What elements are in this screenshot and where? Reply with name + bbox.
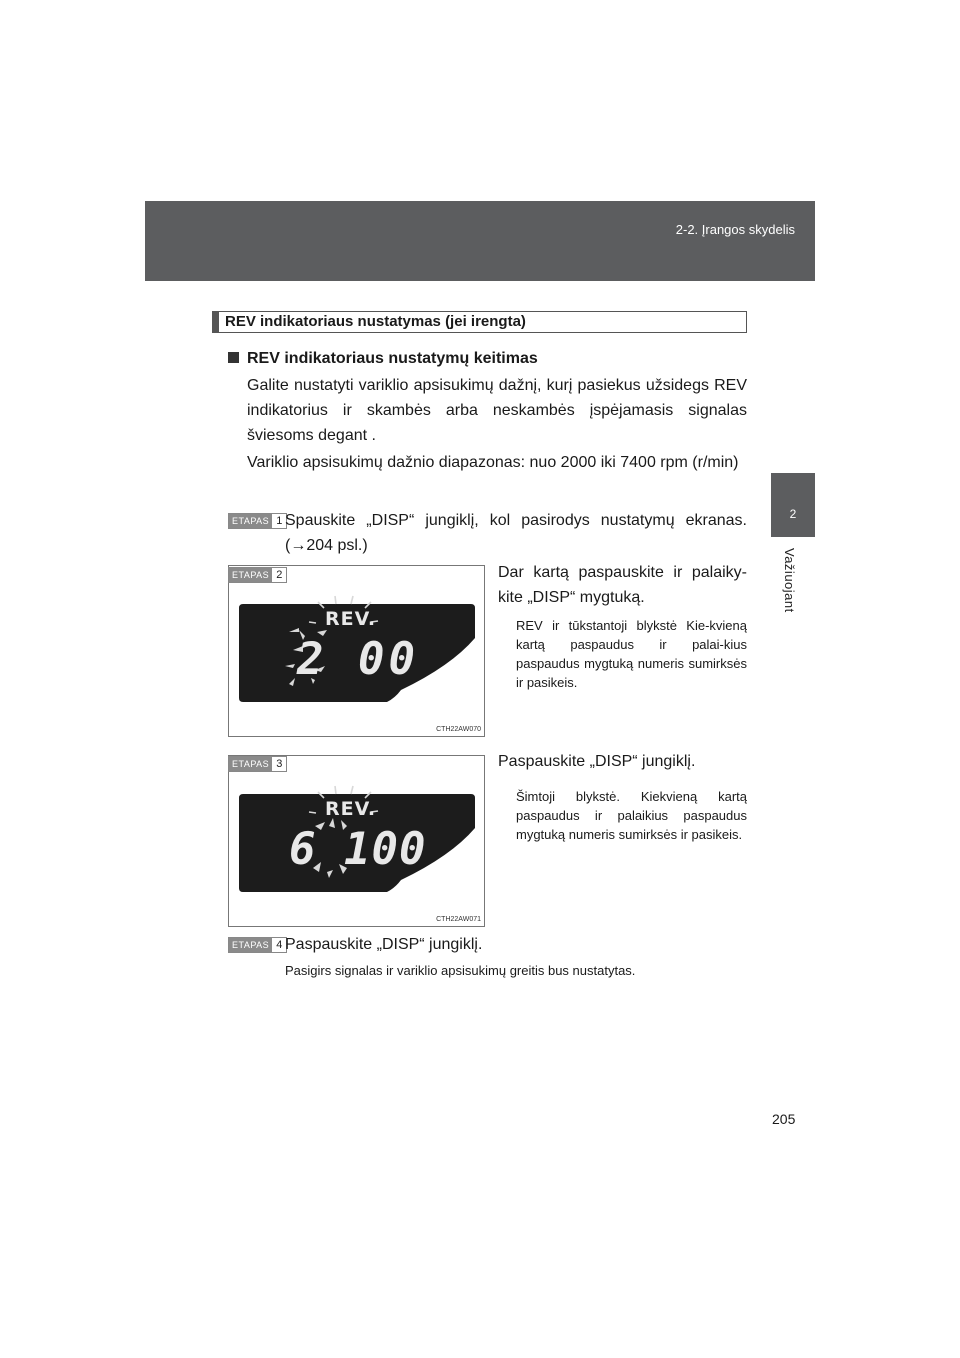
- chapter-number: 2: [789, 507, 797, 521]
- header-section-title: 2-2. Įrangos skydelis: [675, 222, 795, 237]
- step-badge-1: [228, 513, 287, 529]
- step-2-note: REV ir tūkstantoji blykstė Kie-kvieną kartą paspaudus ir palai-kius paspaudus mygtuką numeris sumirksės ir pasikeis.: [516, 618, 747, 690]
- step-label: ETAPAS: [229, 514, 272, 528]
- step-number: 4: [272, 938, 286, 952]
- chapter-label: Važiuojant: [782, 548, 797, 613]
- intro-paragraph: Galite nustatyti variklio apsisukimų dažnį, kurį pasiekus užsidegs REV indikatorius ir skambės arba neskambės įspėjamasis signalas šviesoms degant .: [247, 377, 747, 444]
- step-4-text: Paspauskite „DISP“ jungiklį.: [285, 936, 483, 953]
- step-4-note: Pasigirs signalas ir variklio apsisukimų greitis bus nustatytas.: [285, 963, 636, 978]
- step-2-text: Dar kartą paspauskite ir palaiky-kite „DISP“ mygtuką.: [498, 564, 747, 606]
- step-1-text: Spauskite „DISP“ jungiklį, kol pasirodys nustatymų ekranas. (→204 psl.): [285, 512, 747, 554]
- section-title: REV indikatoriaus nustatymas (jei irengta): [212, 311, 747, 333]
- step-label: ETAPAS: [229, 938, 272, 952]
- step-badge-2: [228, 567, 287, 583]
- step-badge-4: [228, 937, 287, 953]
- figure-code: CTH22AW071: [436, 916, 481, 923]
- lcd-rev-label: REV.: [325, 798, 377, 820]
- figure-step-2: [228, 565, 485, 737]
- page-number: 205: [772, 1111, 796, 1127]
- step-label: ETAPAS: [229, 568, 272, 582]
- square-bullet-icon: [228, 352, 239, 363]
- figure-code: CTH22AW070: [436, 726, 481, 733]
- step-badge-3: [228, 756, 287, 772]
- step-3-text: Paspauskite „DISP“ jungiklį.: [498, 753, 696, 770]
- subheading: [228, 350, 538, 368]
- lcd-value: 2 00: [297, 634, 419, 685]
- header-bar: [145, 201, 815, 281]
- subheading-text: REV indikatoriaus nustatymų keitimas: [247, 350, 538, 367]
- figure-step-3: [228, 755, 485, 927]
- lcd-rev-label: REV.: [325, 608, 377, 630]
- step-label: ETAPAS: [229, 757, 272, 771]
- range-paragraph: Variklio apsisukimų dažnio diapazonas: nuo 2000 iki 7400 rpm (r/min): [247, 454, 739, 471]
- step-3-note: Šimtoji blykstė. Kiekvieną kartą paspaudus ir palaikius paspaudus mygtuką numeris sumirksės ir pasikeis.: [516, 789, 747, 842]
- step-number: 2: [272, 568, 286, 582]
- step-number: 3: [272, 757, 286, 771]
- step-number: 1: [272, 514, 286, 528]
- chapter-tab: [771, 473, 815, 537]
- lcd-value: 6 100: [289, 824, 427, 875]
